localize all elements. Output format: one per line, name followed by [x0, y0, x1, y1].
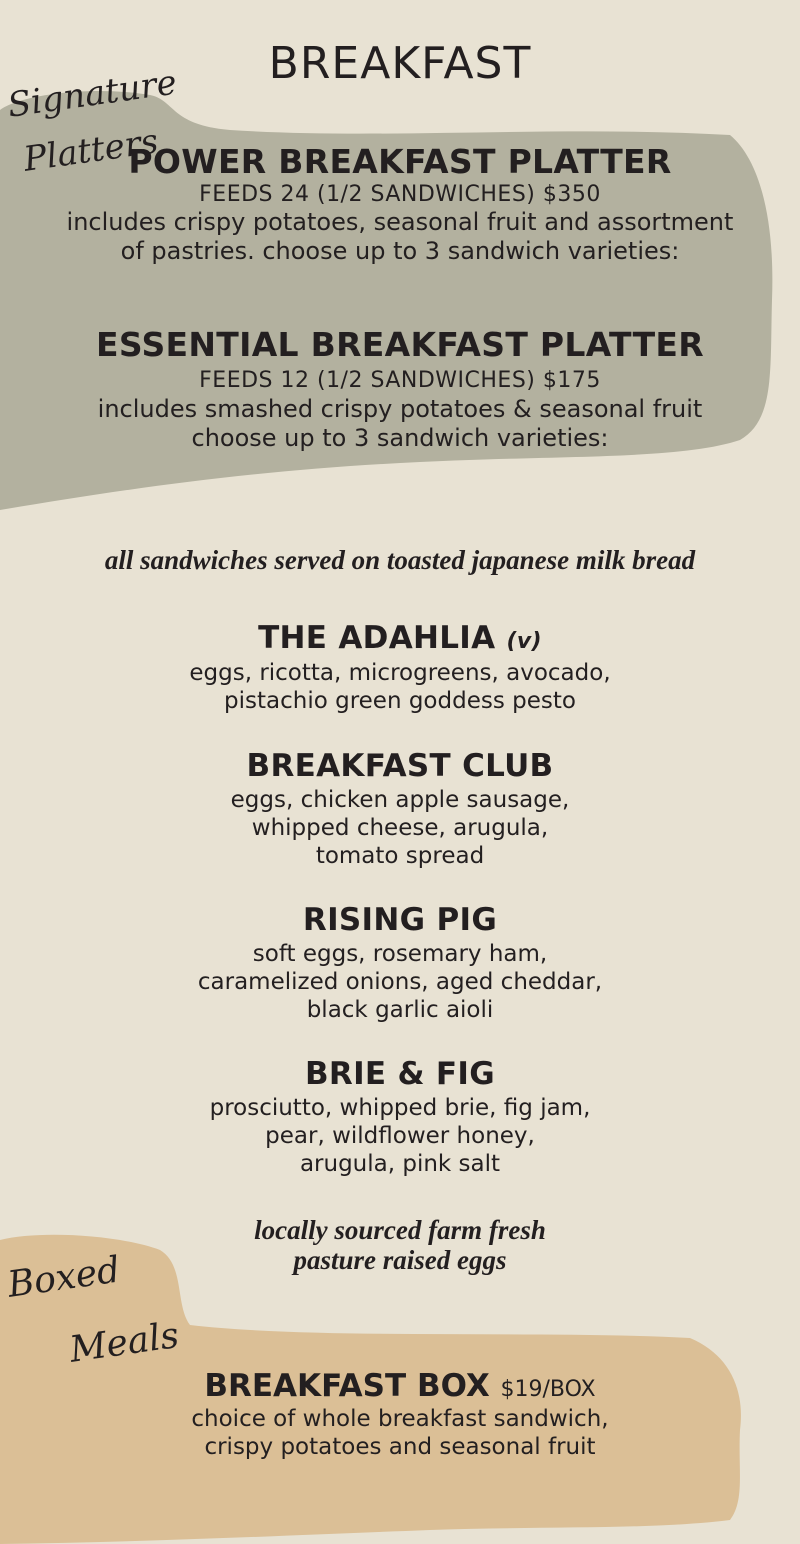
boxed-script-label: Boxed — [5, 1249, 123, 1306]
breakfast-box-title: BREAKFAST BOX — [204, 1368, 490, 1404]
sandwich-club-desc-3: tomato spread — [315, 843, 485, 869]
essential-platter-title: ESSENTIAL BREAKFAST PLATTER — [96, 325, 704, 364]
meals-script-label: Meals — [67, 1314, 182, 1371]
page-title: BREAKFAST — [268, 38, 532, 89]
sandwich-club-desc-2: whipped cheese, arugula, — [251, 815, 549, 841]
breakfast-box-heading — [0, 1368, 800, 1404]
sandwich-club-desc-1: eggs, chicken apple sausage, — [230, 787, 570, 813]
egg-note-line-1: locally sourced farm fresh — [254, 1215, 546, 1245]
power-platter-desc-1: includes crispy potatoes, seasonal fruit and assortment — [66, 208, 734, 236]
breakfast-box-desc-1: choice of whole breakfast sandwich, — [191, 1406, 609, 1432]
sandwich-adahlia-desc-1: eggs, ricotta, microgreens, avocado, — [189, 660, 611, 686]
egg-note-line-2: pasture raised eggs — [293, 1245, 507, 1275]
essential-platter-feeds: FEEDS 12 (1/2 SANDWICHES) $175 — [199, 368, 601, 393]
sandwich-rising-pig-title: RISING PIG — [302, 902, 498, 938]
sandwich-brie-fig-desc-3: arugula, pink salt — [299, 1151, 501, 1177]
sandwich-brie-fig-desc-1: prosciutto, whipped brie, fig jam, — [209, 1095, 591, 1121]
sandwich-rising-pig-desc-2: caramelized onions, aged cheddar, — [197, 969, 603, 995]
sandwich-club-title: BREAKFAST CLUB — [246, 748, 554, 784]
essential-platter-desc-2: choose up to 3 sandwich varieties: — [191, 424, 609, 452]
power-platter-title: POWER BREAKFAST PLATTER — [128, 142, 672, 181]
power-platter-feeds: FEEDS 24 (1/2 SANDWICHES) $350 — [199, 182, 601, 207]
platters-script-label: Platters — [21, 121, 161, 180]
signature-script-label: Signature — [5, 62, 180, 126]
power-platter-desc-2: of pastries. choose up to 3 sandwich varieties: — [120, 237, 680, 265]
sandwich-brie-fig-desc-2: pear, wildflower honey, — [265, 1123, 535, 1149]
breakfast-box-desc-2: crispy potatoes and seasonal fruit — [204, 1434, 596, 1460]
sandwich-adahlia-title — [0, 620, 800, 656]
sandwich-brie-fig-title: BRIE & FIG — [305, 1056, 495, 1092]
essential-platter-desc-1: includes smashed crispy potatoes & seasonal fruit — [97, 395, 703, 423]
vegetarian-tag: (v) — [506, 629, 542, 654]
sandwich-rising-pig-desc-3: black garlic aioli — [306, 997, 494, 1023]
bread-note: all sandwiches served on toasted japanese milk bread — [104, 545, 696, 575]
sandwich-rising-pig-desc-1: soft eggs, rosemary ham, — [252, 941, 548, 967]
sandwich-adahlia-name: THE ADAHLIA — [258, 620, 496, 656]
breakfast-box-price: $19/BOX — [500, 1377, 596, 1402]
sandwich-adahlia-desc-2: pistachio green goddess pesto — [224, 688, 576, 714]
